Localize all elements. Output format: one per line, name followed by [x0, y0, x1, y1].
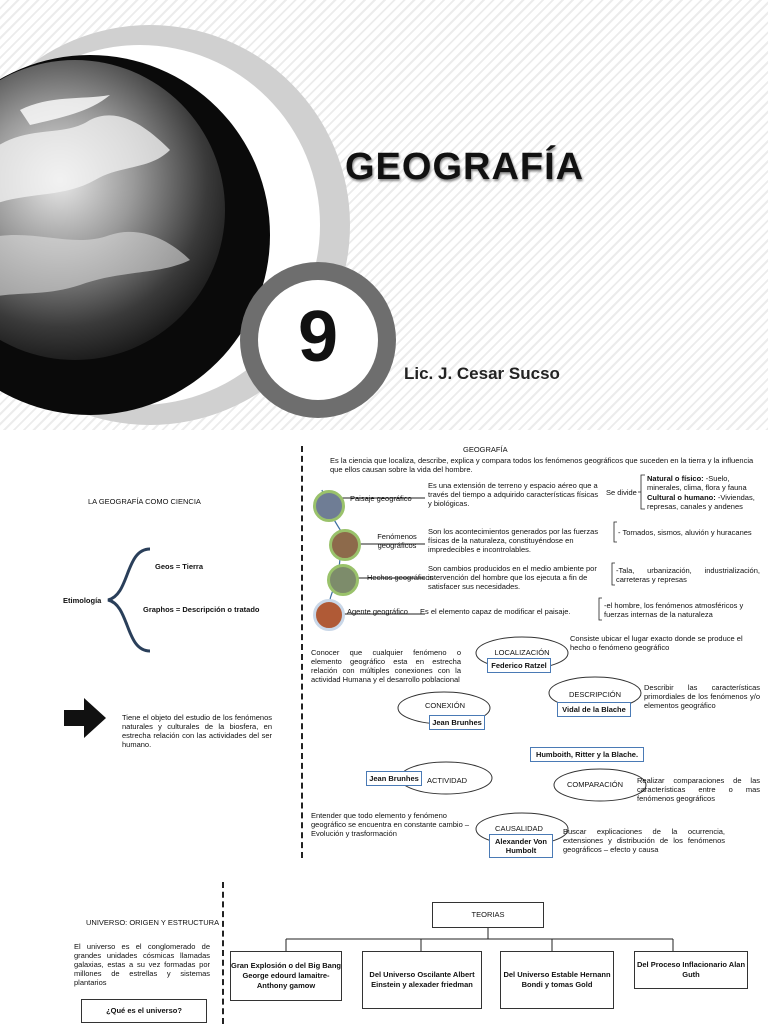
item-desc-hechos: Son cambios producidos en el medio ambiente por intervención del hombre que los ejecuta a fin de satisfacer sus necesidades.	[428, 564, 597, 591]
author-descripcion: Vidal de la Blache	[557, 702, 631, 717]
divider-bottom	[222, 882, 224, 1024]
universe-heading: UNIVERSO: ORIGEN Y ESTRUCTURA	[86, 918, 220, 927]
author-actividad: Jean Brunhes	[366, 771, 422, 786]
object-text: Tiene el objeto del estudio de los fenómenos naturales y culturales de la biosfera, en estrecha relación con las actividades del ser humano.	[122, 713, 272, 749]
paisaje-image	[313, 490, 345, 522]
fenomenos-image	[329, 529, 361, 561]
item-desc-fenomenos: Son los acontecimientos generados por las fuerzas físicas de la naturaleza, constituyéndose en impredecibles e incontrolables.	[428, 527, 599, 554]
theory-estable: Del Universo Estable Hernann Bondi y tomas Gold	[500, 951, 614, 1009]
theories-root: TEORIAS	[432, 902, 544, 928]
author-name: Lic. J. Cesar Sucso	[404, 364, 560, 383]
desc-causalidad: Buscar explicaciones de la ocurrencia, extensiones y distribución de los fenómenos geográficos – efecto y causa	[563, 827, 725, 854]
right-heading: GEOGRAFÍA	[463, 445, 508, 454]
item-note-agente: -el hombre, los fenómenos atmosféricos y fuerzas internas de la naturaleza	[604, 601, 744, 619]
chapter-number: 9	[297, 297, 339, 377]
item-desc-agente: Es el elemento capaz de modificar el paisaje.	[420, 607, 571, 616]
note-cultural	[647, 493, 759, 511]
geografia-definition: Es la ciencia que localiza, describe, explica y compara todos los fenómenos geográficos que suceden en la tierra y la influencia que ellos causan sobre la vida del hombre.	[330, 456, 754, 474]
theory-oscilante: Del Universo Oscilante Albert Einstein y alexader friedman	[362, 951, 482, 1009]
divide-brace	[638, 474, 646, 510]
item-label-fenomenos: Fenómenos geográficos	[377, 532, 417, 550]
etymology-geos: Geos = Tierra	[155, 562, 204, 571]
item-desc-paisaje: Es una extensión de terreno y espacio aéreo que a través del tiempo a adquirido características físicas y biológicas.	[428, 481, 599, 508]
cycle-intro: Conocer que cualquier fenómeno o elemento geográfico esta en estrecha relación con múltiples conexiones con la actividad Humana y el desarrollo poblacional	[311, 648, 461, 684]
universe-question: ¿Qué es el universo?	[81, 999, 207, 1023]
theories-connector	[280, 927, 700, 952]
note-cultural-label: Cultural o humano:	[647, 493, 716, 502]
theory-big-bang: Gran Explosión o del Big Bang George edourd lamaitre- Anthony gamow	[230, 951, 342, 1001]
theory-inflacionario: Del Proceso Inflacionario Alan Guth	[634, 951, 748, 989]
node-conexion: CONEXIÓN	[424, 701, 465, 710]
note-natural-label: Natural o físico:	[647, 474, 704, 483]
node-causalidad: CAUSALIDAD	[495, 824, 543, 833]
hechos-image	[327, 564, 359, 596]
item-note-fenomenos: - Tornados, sismos, aluvión y huracanes	[618, 528, 752, 537]
se-divide-label: Se divide	[606, 488, 637, 497]
note-cultural-text: -Viviendas, represas, canales y andenes	[647, 493, 755, 511]
item-label-paisaje: Paisaje geográfico	[350, 494, 412, 503]
node-localizacion: LOCALIZACIÓN	[494, 648, 550, 657]
cover-section	[0, 0, 768, 430]
cover-graphic	[0, 0, 768, 430]
note-natural	[647, 474, 759, 492]
node-comparacion: COMPARACIÓN	[566, 780, 624, 789]
note-brace-agente	[597, 597, 603, 621]
author-comparacion: Humboith, Ritter y la Blache.	[530, 747, 644, 762]
cover-title: GEOGRAFÍA	[345, 146, 585, 188]
desc-actividad: Entender que todo elemento y fenómeno geográfico se encuentra en constante cambio – Evolución y trasformación	[311, 811, 470, 838]
note-natural-text: -Suelo, minerales, clima, flora y fauna	[647, 474, 747, 492]
etymology-graphos: Graphos = Descripción o tratado	[143, 605, 260, 614]
item-label-hechos: Hechos geográficos	[367, 573, 434, 582]
arrow-icon	[64, 698, 106, 738]
author-conexion: Jean Brunhes	[429, 715, 485, 730]
author-localizacion: Federico Ratzel	[487, 658, 551, 673]
desc-localizacion: Consiste ubicar el lugar exacto donde se produce el hecho o fenómeno geográfico	[570, 634, 743, 652]
author-causalidad: Alexander Von Humbolt	[489, 834, 553, 858]
item-note-hechos: -Tala, urbanización, industrialización, carreteras y represas	[616, 566, 760, 584]
universe-paragraph: El universo es el conglomerado de grandes unidades cósmicas llamadas galaxias, estas a su vez formadas por millones de estrellas y sistemas plantarios	[74, 942, 210, 987]
node-descripcion: DESCRIPCIÓN	[568, 690, 622, 699]
desc-descripcion: Describir las características primordiales de los fenómenos y/o elementos geográfico	[644, 683, 760, 710]
node-actividad: ACTIVIDAD	[426, 776, 467, 785]
item-label-agente: Agente geográfico	[347, 607, 408, 616]
etymology-brace	[100, 545, 160, 655]
left-heading: LA GEOGRAFÍA COMO CIENCIA	[88, 497, 201, 506]
desc-comparacion: Realizar comparaciones de las características entre o mas fenómenos geográficos	[637, 776, 760, 803]
etymology-label: Etimología	[63, 596, 102, 605]
